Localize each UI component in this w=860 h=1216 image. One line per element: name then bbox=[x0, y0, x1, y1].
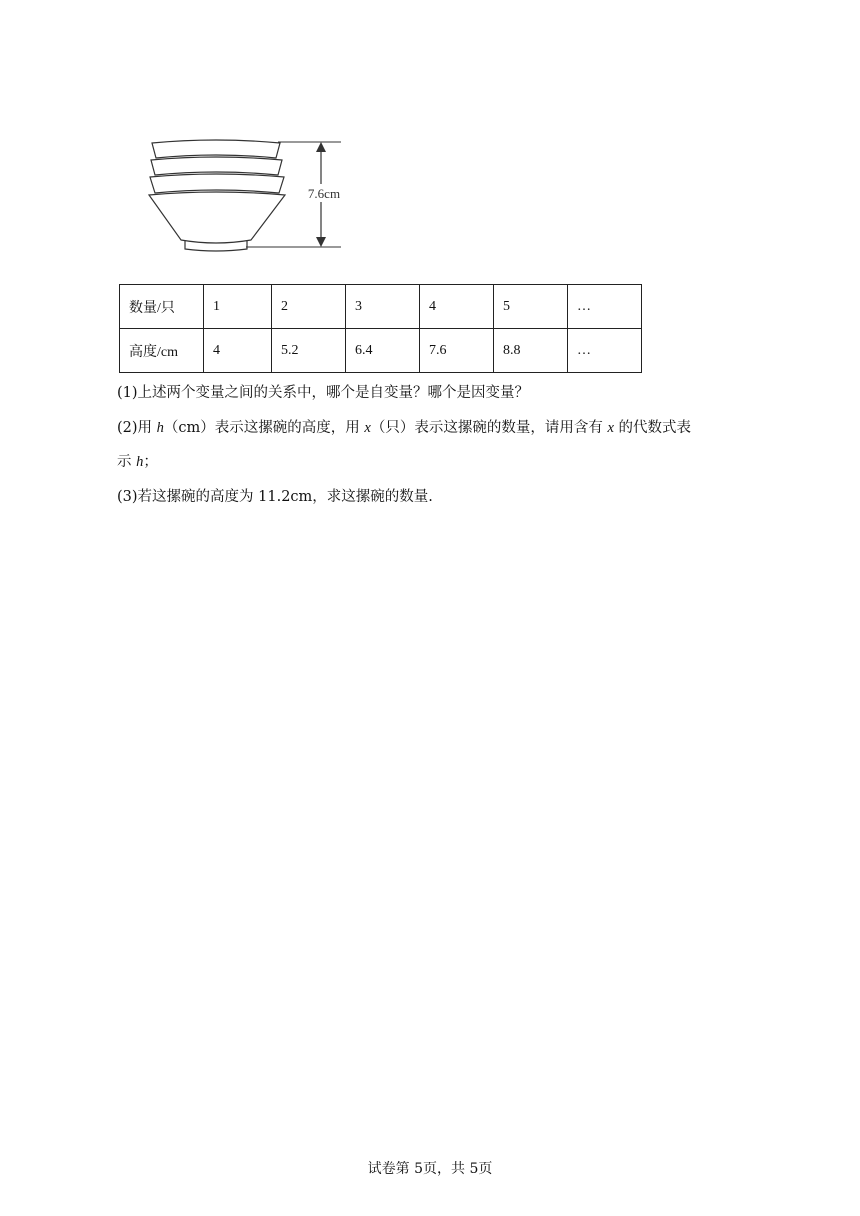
arrow-up-icon bbox=[316, 142, 326, 152]
bowl-4 bbox=[149, 192, 285, 243]
table-cell: 2 bbox=[272, 285, 346, 329]
table-row bbox=[120, 329, 642, 373]
table-cell: 1 bbox=[204, 285, 272, 329]
var-x: x bbox=[607, 420, 614, 436]
table-cell: 5.2 bbox=[272, 329, 346, 373]
row-header: 数量/只 bbox=[120, 285, 204, 329]
q2-text: 示 bbox=[117, 454, 137, 470]
bowl-3 bbox=[150, 174, 284, 193]
q2-text: （cm）表示这摞碗的高度，用 bbox=[163, 420, 365, 436]
height-measure-label: 7.6cm bbox=[307, 186, 341, 201]
q2-text: 的代数式表 bbox=[613, 420, 691, 436]
bowl-2 bbox=[151, 157, 282, 175]
table-cell: 4 bbox=[420, 285, 494, 329]
table-cell: 5 bbox=[494, 285, 568, 329]
table-cell: 7.6 bbox=[420, 329, 494, 373]
table-row bbox=[120, 285, 642, 329]
row-header: 高度/cm bbox=[120, 329, 204, 373]
q2-text: ； bbox=[143, 454, 158, 470]
table-cell: 6.4 bbox=[346, 329, 420, 373]
question-1: (1)上述两个变量之间的关系中，哪个是自变量？哪个是因变量？ bbox=[117, 385, 530, 401]
table-cell: … bbox=[568, 329, 642, 373]
data-table bbox=[119, 284, 642, 373]
table-cell: 4 bbox=[204, 329, 272, 373]
page-footer: 试卷第 5页，共 5页 bbox=[367, 1161, 493, 1177]
table-cell: 3 bbox=[346, 285, 420, 329]
var-h: h bbox=[156, 420, 164, 436]
question-2 bbox=[117, 418, 691, 438]
bowl-1 bbox=[152, 140, 280, 158]
q2-text: (2)用 bbox=[117, 420, 157, 436]
q2-text: （只）表示这摞碗的数量，请用含有 bbox=[370, 420, 608, 436]
arrow-down-icon bbox=[316, 237, 326, 247]
question-3: (3)若这摞碗的高度为 11.2cm，求这摞碗的数量. bbox=[117, 489, 433, 505]
table-cell: … bbox=[568, 285, 642, 329]
table-cell: 8.8 bbox=[494, 329, 568, 373]
var-x: x bbox=[364, 420, 371, 436]
var-h: h bbox=[136, 454, 144, 470]
stacked-bowls-figure bbox=[138, 132, 358, 260]
question-2-continued bbox=[117, 452, 158, 472]
